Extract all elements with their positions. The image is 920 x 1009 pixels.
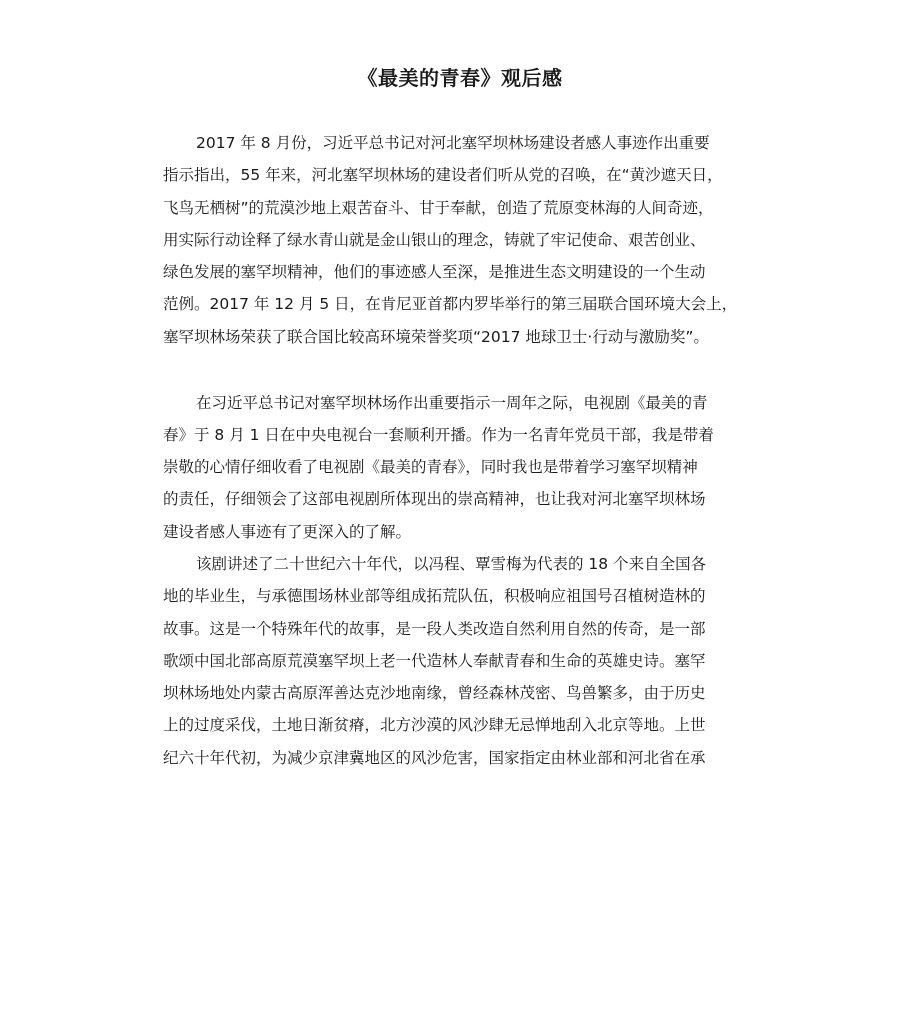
paragraph-2-line-4: 的责任，仔细领会了这部电视剧所体现出的崇高精神，也让我对河北塞罕坝林场 <box>163 490 706 508</box>
paragraph-1-line-6: 范例。2017 年 12 月 5 日，在肯尼亚首都内罗毕举行的第三届联合国环境大会上， <box>163 295 738 313</box>
paragraph-3-line-4: 歌颂中国北部高原荒漠塞罕坝上老一代造林人奉献青春和生命的英雄史诗。塞罕 <box>163 652 706 670</box>
paragraph-1-line-7: 塞罕坝林场荣获了联合国比较高环境荣誉奖项“2017 地球卫士·行动与激励奖”。 <box>163 328 709 346</box>
paragraph-1-line-1: 2017 年 8 月份，习近平总书记对河北塞罕坝林场建设者感人事迹作出重要 <box>196 134 710 152</box>
paragraph-1-line-2: 指示指出，55 年来，河北塞罕坝林场的建设者们听从党的召唤，在“黄沙遮天日， <box>163 166 723 184</box>
paragraph-3-line-7: 纪六十年代初，为减少京津冀地区的风沙危害，国家指定由林业部和河北省在承 <box>163 749 706 767</box>
paragraph-3-line-1: 该剧讲述了二十世纪六十年代，以冯程、覃雪梅为代表的 18 个来自全国各 <box>196 555 707 573</box>
paragraph-2-line-5: 建设者感人事迹有了更深入的了解。 <box>163 523 412 541</box>
paragraph-2-line-1: 在习近平总书记对塞罕坝林场作出重要指示一周年之际，电视剧《最美的青 <box>196 394 708 412</box>
paragraph-2-line-2: 春》于 8 月 1 日在中央电视台一套顺利开播。作为一名青年党员干部，我是带着 <box>163 426 714 444</box>
paragraph-1-line-3: 飞鸟无栖树”的荒漠沙地上艰苦奋斗、甘于奉献，创造了荒原变林海的人间奇迹， <box>163 199 714 217</box>
paragraph-1-line-4: 用实际行动诠释了绿水青山就是金山银山的理念，铸就了牢记使命、艰苦创业、 <box>163 231 706 249</box>
paragraph-3-line-2: 地的毕业生，与承德围场林业部等组成拓荒队伍，积极响应祖国号召植树造林的 <box>163 587 706 605</box>
paragraph-3-line-5: 坝林场地处内蒙古高原浑善达克沙地南缘，曾经森林茂密、鸟兽繁多，由于历史 <box>163 684 706 702</box>
page-title: 《最美的青春》观后感 <box>357 66 563 90</box>
paragraph-3-line-3: 故事。这是一个特殊年代的故事，是一段人类改造自然利用自然的传奇，是一部 <box>163 620 706 638</box>
paragraph-2-line-3: 崇敬的心情仔细收看了电视剧《最美的青春》，同时我也是带着学习塞罕坝精神 <box>163 458 698 476</box>
paragraph-3-line-6: 上的过度采伐，土地日渐贫瘠，北方沙漠的风沙肆无忌惮地刮入北京等地。上世 <box>163 716 706 734</box>
paragraph-1-line-5: 绿色发展的塞罕坝精神，他们的事迹感人至深，是推进生态文明建设的一个生动 <box>163 263 706 281</box>
